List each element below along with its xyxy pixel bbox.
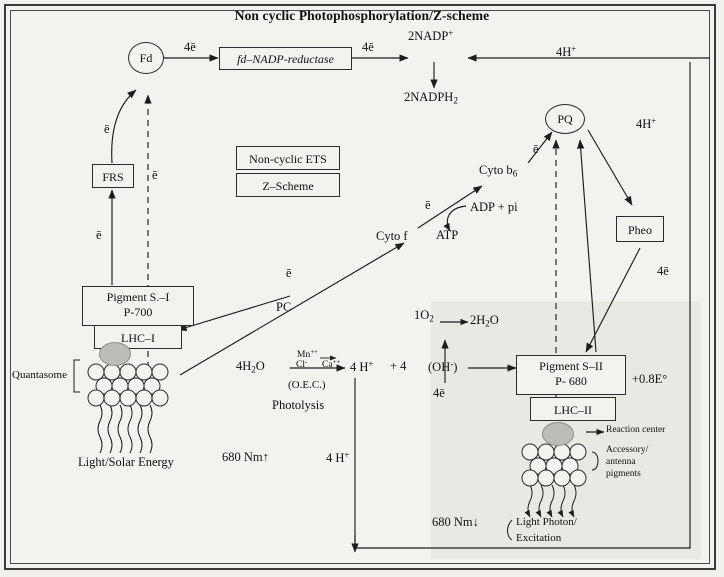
- label-ca: [322, 359, 340, 370]
- cyto-b6-sub: 6: [512, 168, 518, 179]
- label-plus-four: + 4: [390, 359, 407, 373]
- label-4h-plus: [350, 359, 373, 375]
- electron-label-8: ē: [533, 142, 539, 156]
- two-water-sub: 2: [485, 318, 490, 329]
- label-photolysis: Photolysis: [272, 398, 325, 412]
- label-2h2o: [470, 313, 499, 328]
- cl-charge: -: [304, 359, 308, 366]
- label-light-photon-2: Excitation: [516, 532, 562, 544]
- two-water-o: O: [489, 313, 499, 327]
- node-fd[interactable]: Fd: [128, 42, 164, 74]
- label-oxygen: [414, 308, 434, 323]
- four-h-right-charge: +: [651, 116, 657, 126]
- electron-label-4: ē: [152, 168, 158, 182]
- mn-charge: ++: [310, 349, 318, 356]
- water-o: O: [255, 359, 265, 373]
- electron-label-9: 4ē: [657, 264, 669, 278]
- label-adp-pi: ADP + pi: [470, 200, 518, 214]
- reaction-center-left: [99, 342, 131, 366]
- label-680nm-right: 680 Nm↓: [432, 515, 479, 529]
- node-fd-nadp-reductase[interactable]: fd–NADP-reductase: [219, 47, 352, 70]
- electron-label-5: ē: [96, 228, 102, 242]
- water-sub: 2: [251, 364, 256, 375]
- node-frs[interactable]: FRS: [92, 164, 134, 188]
- two-water-text: 2H: [470, 313, 486, 327]
- nadph2-sub: 2: [453, 95, 458, 106]
- nadp-charge: +: [448, 28, 454, 38]
- four-h-bottom-charge: +: [344, 450, 350, 460]
- node-pigment-system-1[interactable]: [82, 286, 194, 326]
- electron-label-2: 4ē: [362, 40, 374, 54]
- pigment-s1-line1: Pigment S.–I: [106, 290, 170, 304]
- water-text: 4H: [236, 359, 252, 373]
- cl-text: Cl: [296, 360, 305, 371]
- label-accessory-3: pigments: [606, 469, 641, 479]
- label-4h2o: [236, 359, 265, 374]
- ca-charge: ++: [332, 359, 341, 366]
- label-oec: (O.E.C.): [288, 379, 326, 391]
- label-hydroxyl: [428, 359, 457, 375]
- node-pheo[interactable]: Pheo: [616, 216, 664, 242]
- node-cyto-b6[interactable]: [479, 163, 517, 178]
- label-680nm-left: 680 Nm↑: [222, 450, 269, 464]
- label-4h-top: [556, 44, 576, 60]
- four-h-plus-text: 4 H: [350, 360, 369, 375]
- hydroxyl-charge: -: [450, 359, 454, 369]
- electron-label-10: 4ē: [433, 386, 445, 400]
- node-pigment-system-2[interactable]: [516, 355, 626, 395]
- pigment-s2-line2: P- 680: [555, 374, 587, 388]
- node-cyto-f[interactable]: Cyto f: [376, 229, 408, 243]
- label-light-solar-energy: Light/Solar Energy: [78, 455, 174, 469]
- electron-label-7: ē: [425, 198, 431, 212]
- oxygen-text: 1O: [414, 308, 430, 322]
- cyto-b6-text: Cyto b: [479, 163, 513, 177]
- electron-label-6: ē: [286, 266, 292, 280]
- label-2nadp-plus: [408, 28, 453, 44]
- label-4h-bottom: [326, 450, 349, 466]
- label-reaction-center: Reaction center: [606, 425, 666, 435]
- four-h-right-text: 4H: [636, 117, 652, 132]
- nadp-text: 2NADP: [408, 29, 449, 44]
- electron-label-1: 4ē: [184, 40, 196, 54]
- label-2nadph2: [404, 90, 458, 105]
- ca-text: Ca: [322, 360, 333, 371]
- label-cl: [296, 359, 307, 370]
- label-accessory-1: Accessory/: [606, 445, 649, 455]
- oxygen-sub: 2: [429, 313, 434, 324]
- pigment-s2-line1: Pigment S–II: [539, 359, 603, 373]
- label-4h-right: [636, 116, 656, 132]
- node-pq[interactable]: PQ: [545, 104, 585, 134]
- hydroxyl-text: (OH: [428, 360, 451, 375]
- label-potential: +0.8E°: [632, 372, 668, 386]
- node-z-scheme[interactable]: Z–Scheme: [236, 173, 340, 197]
- hydroxyl-close: ): [453, 360, 458, 375]
- four-h-top-charge: +: [571, 44, 577, 54]
- label-accessory-2: antenna: [606, 457, 636, 467]
- node-non-cyclic-ets[interactable]: Non-cyclic ETS: [236, 146, 340, 170]
- node-pc[interactable]: PC: [276, 300, 292, 314]
- four-h-bottom-text: 4 H: [326, 451, 345, 466]
- page-title: Non cyclic Photophosphorylation/Z-scheme: [234, 8, 490, 23]
- label-light-photon-1: Light Photon/: [516, 516, 577, 528]
- node-atp[interactable]: ATP: [436, 228, 459, 242]
- pigment-s1-line2: P-700: [123, 305, 153, 319]
- reaction-center-right: [542, 422, 574, 446]
- node-lhc-2[interactable]: LHC–II: [530, 397, 616, 421]
- nadph2-text: 2NADPH: [404, 90, 454, 104]
- label-quantasome: Quantasome: [12, 369, 67, 381]
- four-h-plus-charge: +: [368, 359, 374, 369]
- electron-label-3: ē: [104, 122, 110, 136]
- node-lhc-1[interactable]: LHC–I: [94, 325, 182, 349]
- four-h-top-text: 4H: [556, 45, 572, 60]
- mn-text: Mn: [297, 350, 311, 361]
